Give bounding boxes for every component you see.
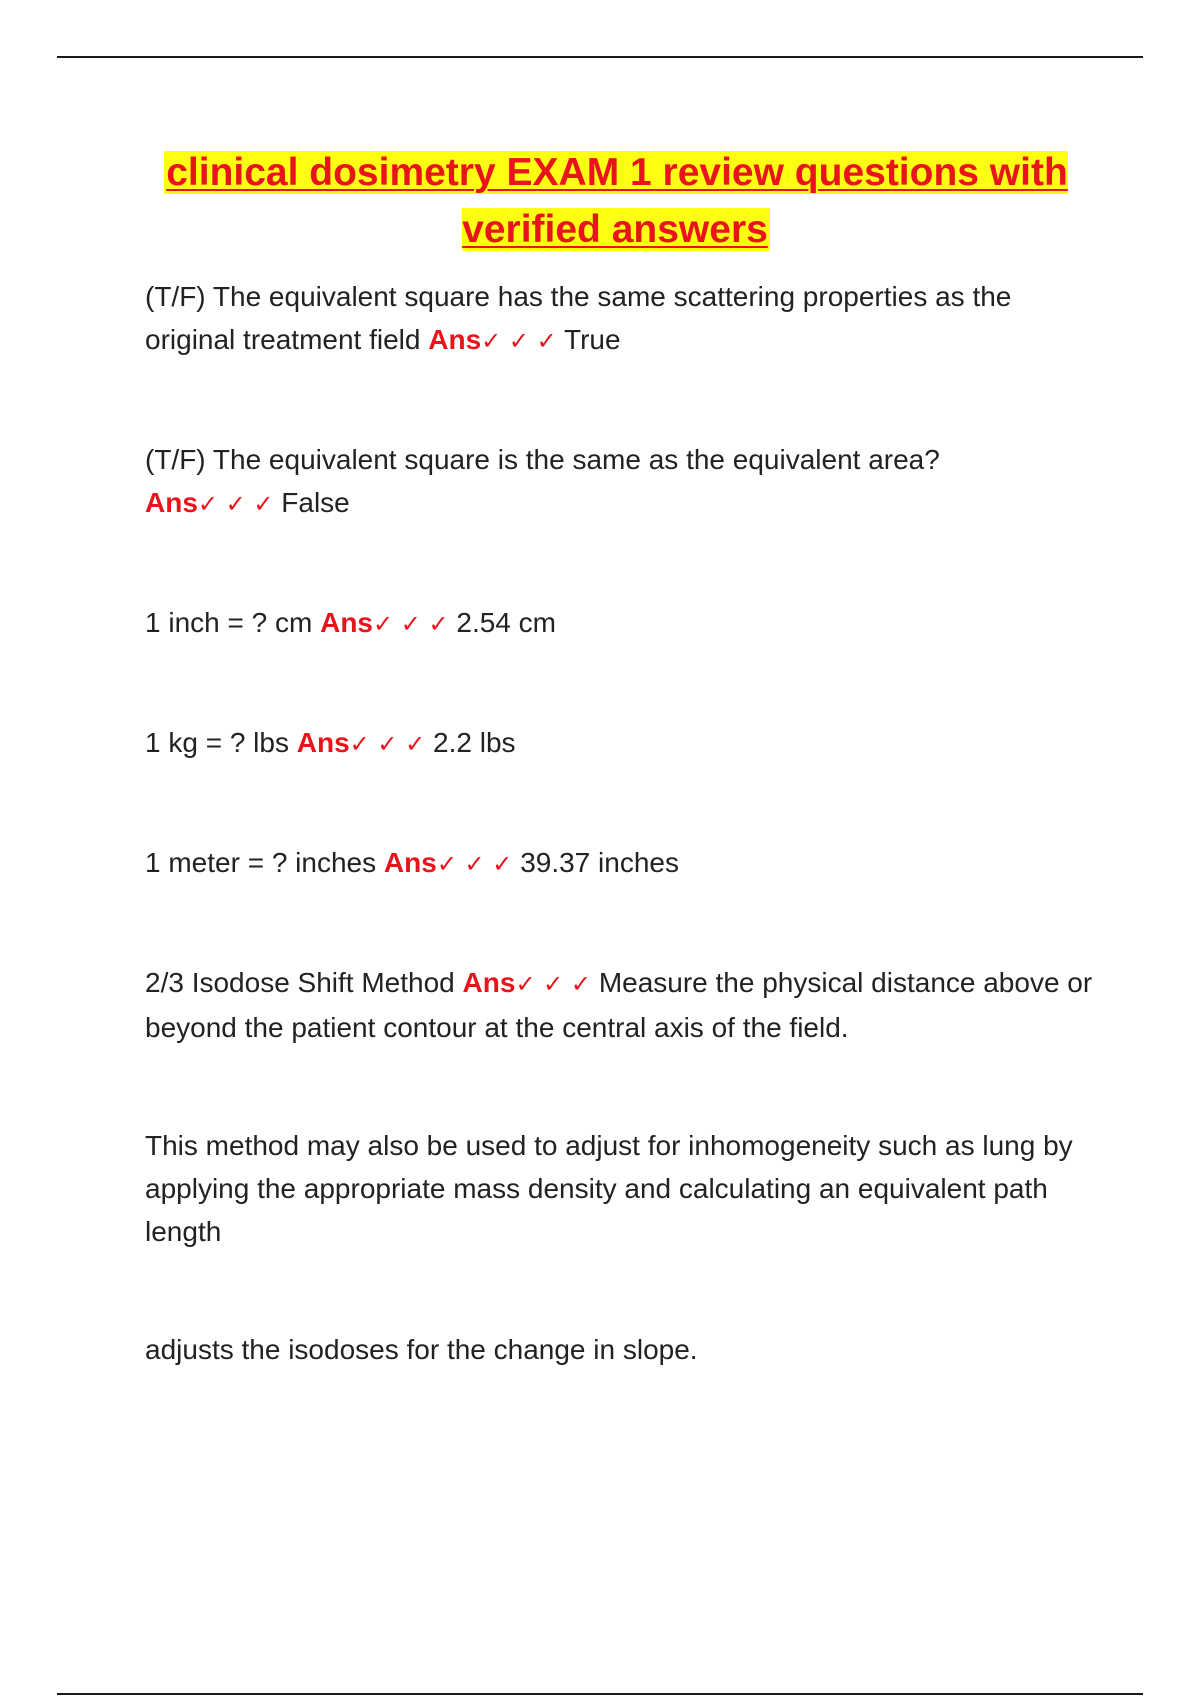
qa-item-6 <box>145 961 1095 1049</box>
answer-text: True <box>564 324 621 355</box>
qa-item-2 <box>145 438 1095 526</box>
qa-item-3 <box>145 601 1095 646</box>
checkmark-icon: ✓ ✓ ✓ <box>373 610 449 638</box>
answer-text: 2.2 lbs <box>433 727 516 758</box>
checkmark-icon: ✓ ✓ ✓ <box>481 327 557 355</box>
qa-item-4 <box>145 721 1095 766</box>
document-body <box>145 275 1095 1371</box>
checkmark-icon: ✓ ✓ ✓ <box>349 730 426 758</box>
document-title-text: clinical dosimetry EXAM 1 review questions with verified answers <box>166 151 1068 251</box>
answer-text: Measure the physical distance above or beyond the patient contour at the central axis of the field. <box>145 967 1093 1043</box>
checkmark-icon: ✓ ✓ ✓ <box>197 490 274 518</box>
question-text: 1 meter = ? inches <box>145 847 377 878</box>
answer-marker: Ans <box>462 967 516 998</box>
header-rule <box>57 56 1143 58</box>
answer-text: False <box>281 487 350 518</box>
question-text: (T/F) The equivalent square has the same scattering properties as the original treatment field <box>145 281 1012 355</box>
answer-marker: Ans <box>296 727 350 758</box>
question-text: 1 inch = ? cm <box>145 607 313 638</box>
checkmark-icon: ✓ ✓ ✓ <box>436 850 513 878</box>
question-text: 1 kg = ? lbs <box>145 727 289 758</box>
qa-item-1 <box>145 275 1095 363</box>
question-text: 2/3 Isodose Shift Method <box>145 967 455 998</box>
paragraph-isodose-slope: adjusts the isodoses for the change in slope. <box>145 1334 698 1365</box>
document-title <box>145 144 1087 258</box>
answer-marker: Ans <box>383 847 437 878</box>
answer-text: 39.37 inches <box>520 847 679 878</box>
answer-text: 2.54 cm <box>456 607 556 638</box>
paragraph-inhomogeneity: This method may also be used to adjust for inhomogeneity such as lung by applying the appropriate mass density and calculating an equivalent path length <box>145 1130 1073 1247</box>
qa-item-5 <box>145 841 1095 886</box>
answer-marker: Ans <box>428 324 482 355</box>
checkmark-icon: ✓ ✓ ✓ <box>515 970 592 998</box>
footer-rule <box>57 1693 1143 1695</box>
answer-marker: Ans <box>320 607 373 638</box>
question-text: (T/F) The equivalent square is the same as the equivalent area? <box>145 444 940 475</box>
answer-marker: Ans <box>145 487 198 518</box>
